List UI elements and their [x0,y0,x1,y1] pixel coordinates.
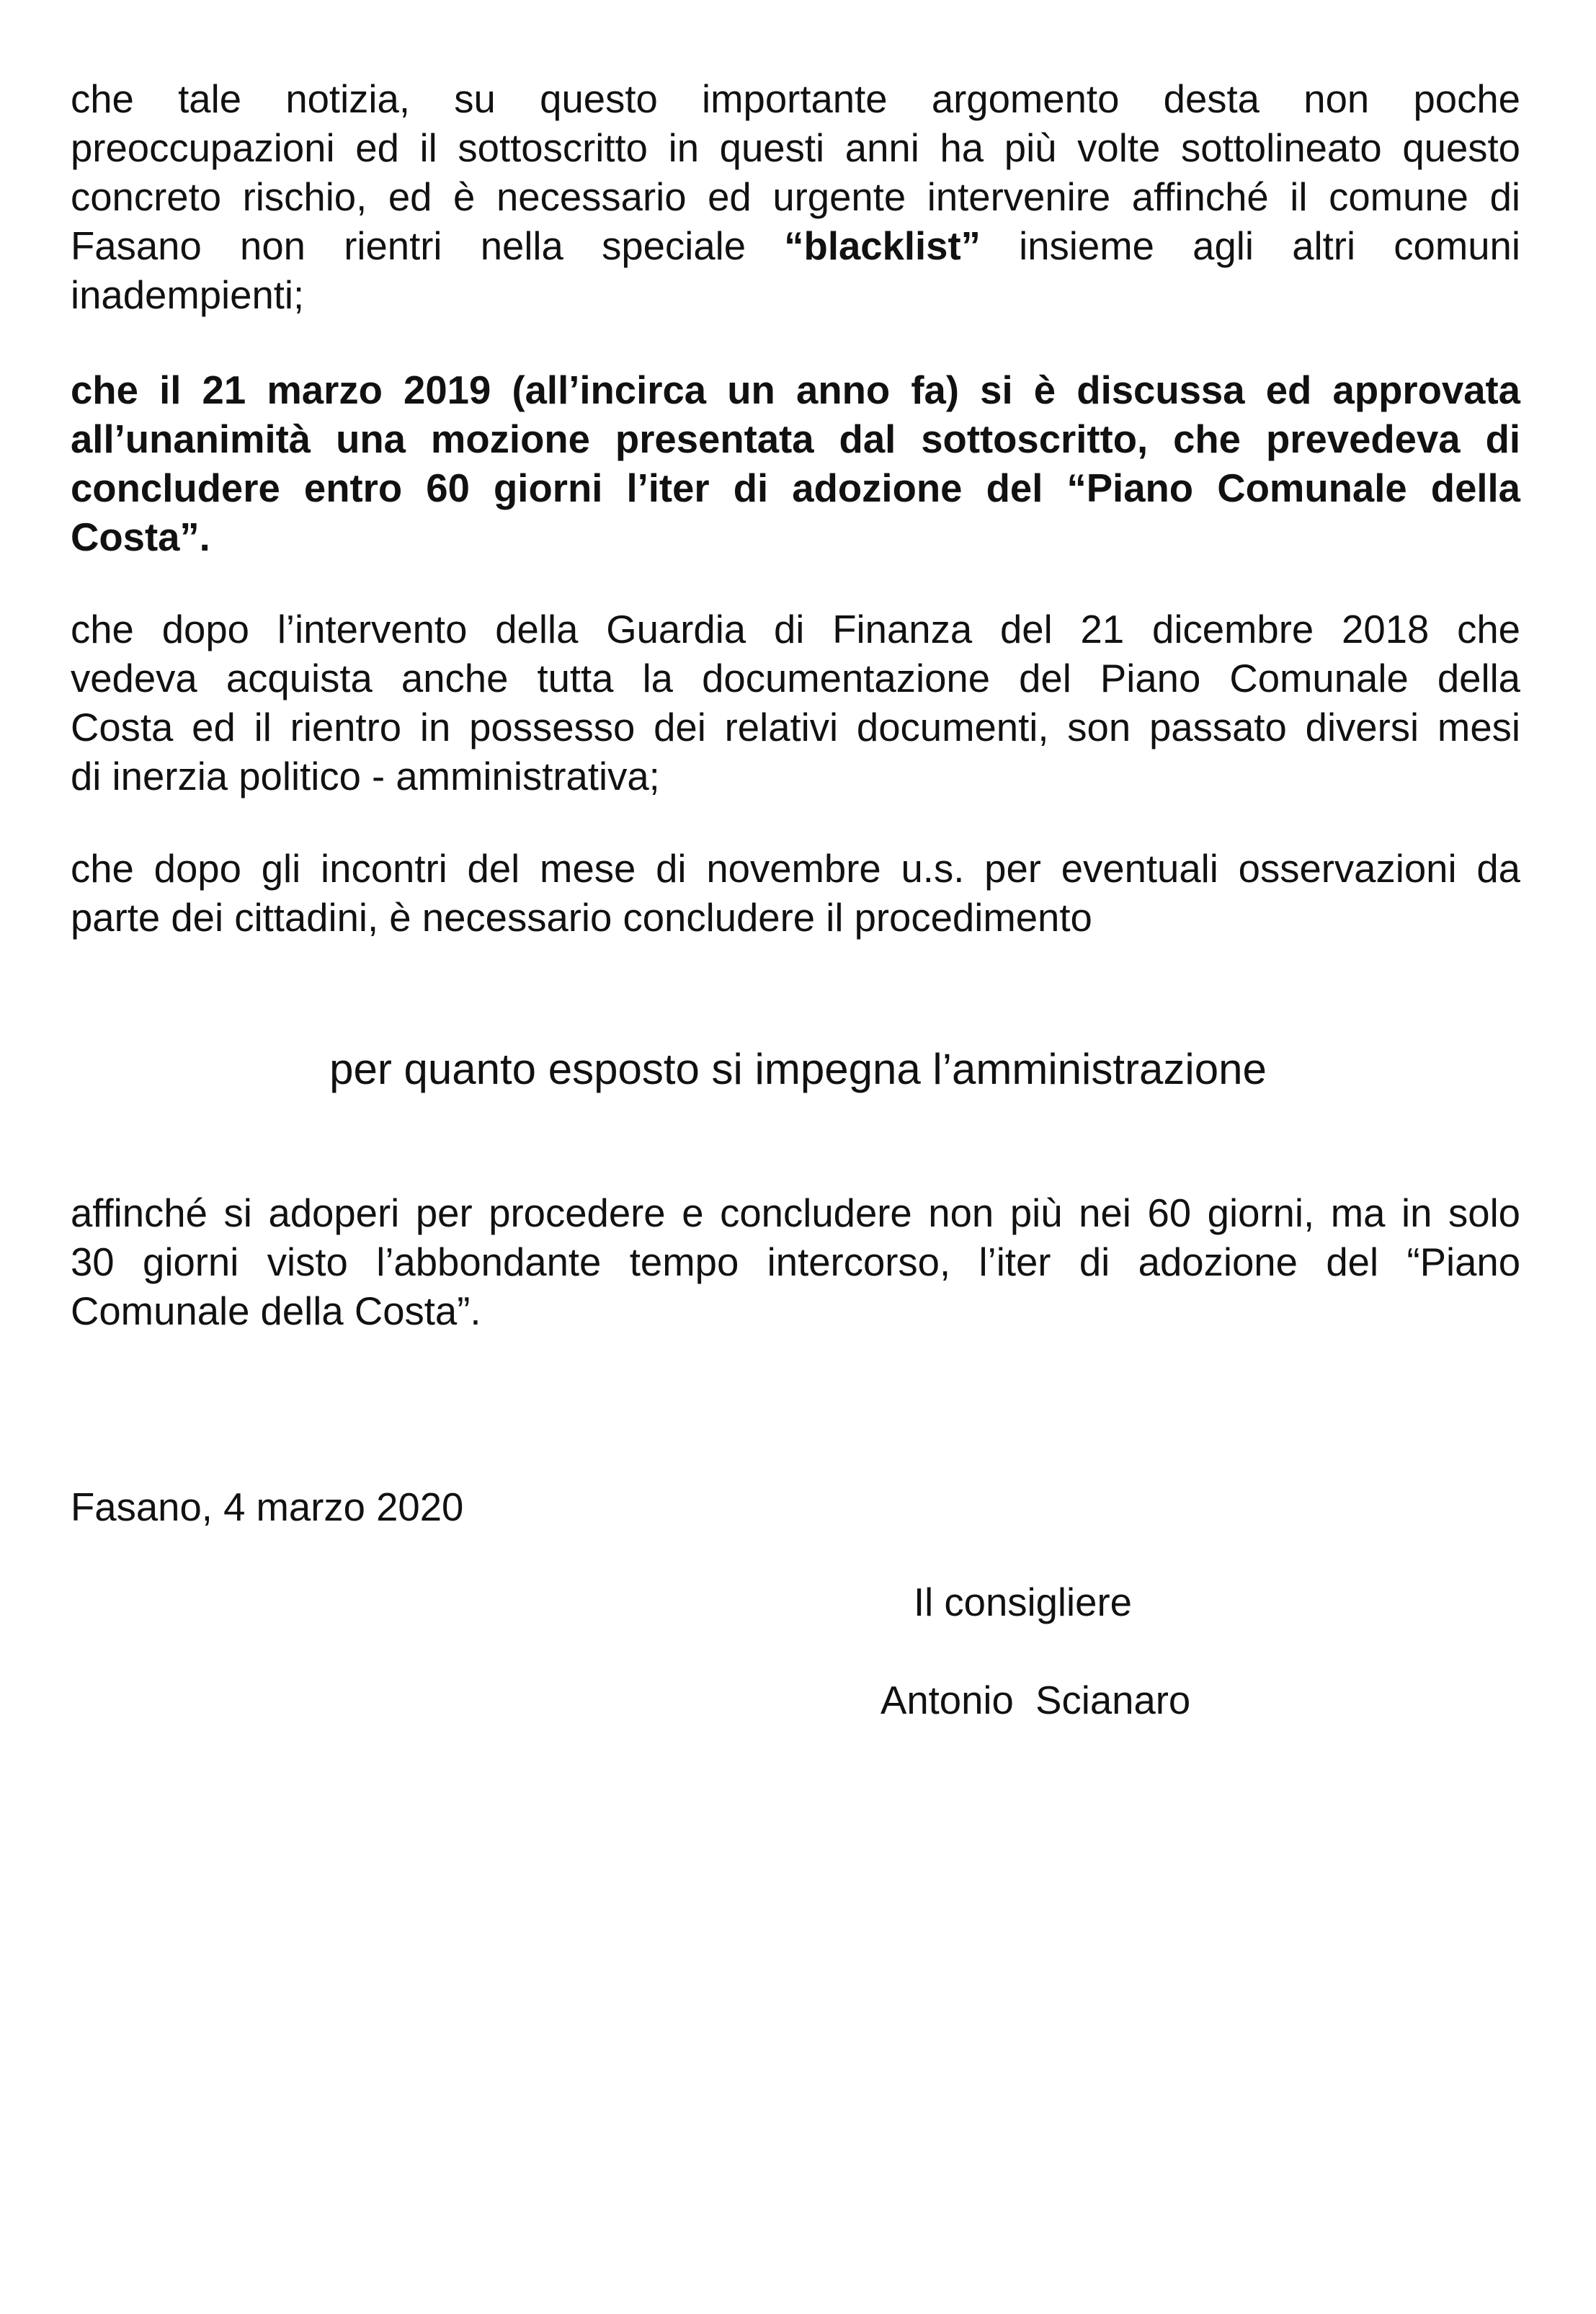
signer-role: Il consigliere [914,1580,1132,1624]
place-date: Fasano, 4 marzo 2020 [71,1485,464,1529]
text-line: che tale notizia, su questo importante argomento desta non poche [71,77,1520,121]
text-line: che il 21 marzo 2019 (all’incirca un anno fa) si è discussa ed approvata [71,368,1520,412]
text-line: inadempienti; [71,273,305,317]
blacklist-emphasis: “blacklist” [784,224,981,268]
text-line: all’unanimità una mozione presentata dal sottoscritto, che prevedeva di [71,417,1520,461]
text-line: Costa”. [71,515,210,559]
text-line: che dopo gli incontri del mese di novembre u.s. per eventuali osservazioni da [71,847,1520,891]
text-line: parte dei cittadini, è necessario concludere il procedimento [71,896,1092,940]
text-line: concreto rischio, ed è necessario ed urgente intervenire affinché il comune di [71,175,1520,219]
text-line [71,222,1520,271]
signer-name: Antonio Scianaro [881,1678,1191,1722]
text-line: Comunale della Costa”. [71,1289,481,1333]
paragraph-request [71,1189,1520,1336]
text-line: affinché si adoperi per procedere e concludere non più nei 60 giorni, ma in solo [71,1191,1520,1235]
commitment-heading: per quanto esposto si impegna l’amministrazione [329,1045,1267,1093]
paragraph-blacklist-risk [71,75,1520,320]
text-line: vedeva acquista anche tutta la documentazione del Piano Comunale della [71,657,1520,700]
paragraph-guardia-di-finanza [71,605,1520,801]
text-line: Costa ed il rientro in possesso dei relativi documenti, son passato diversi mesi [71,706,1520,749]
text-line: concludere entro 60 giorni l’iter di adozione del “Piano Comunale della [71,466,1520,510]
paragraph-november-meetings [71,845,1520,943]
text-segment: insieme agli altri comuni [980,224,1520,268]
text-line: che dopo l’intervento della Guardia di Finanza del 21 dicembre 2018 che [71,608,1520,651]
text-segment: Fasano non rientri nella speciale [71,224,785,268]
text-line: preoccupazioni ed il sottoscritto in questi anni ha più volte sottolineato questo [71,126,1520,170]
text-line: 30 giorni visto l’abbondante tempo intercorso, l’iter di adozione del “Piano [71,1240,1520,1284]
paragraph-motion-approved [71,366,1520,562]
text-line: di inerzia politico - amministrativa; [71,755,660,798]
